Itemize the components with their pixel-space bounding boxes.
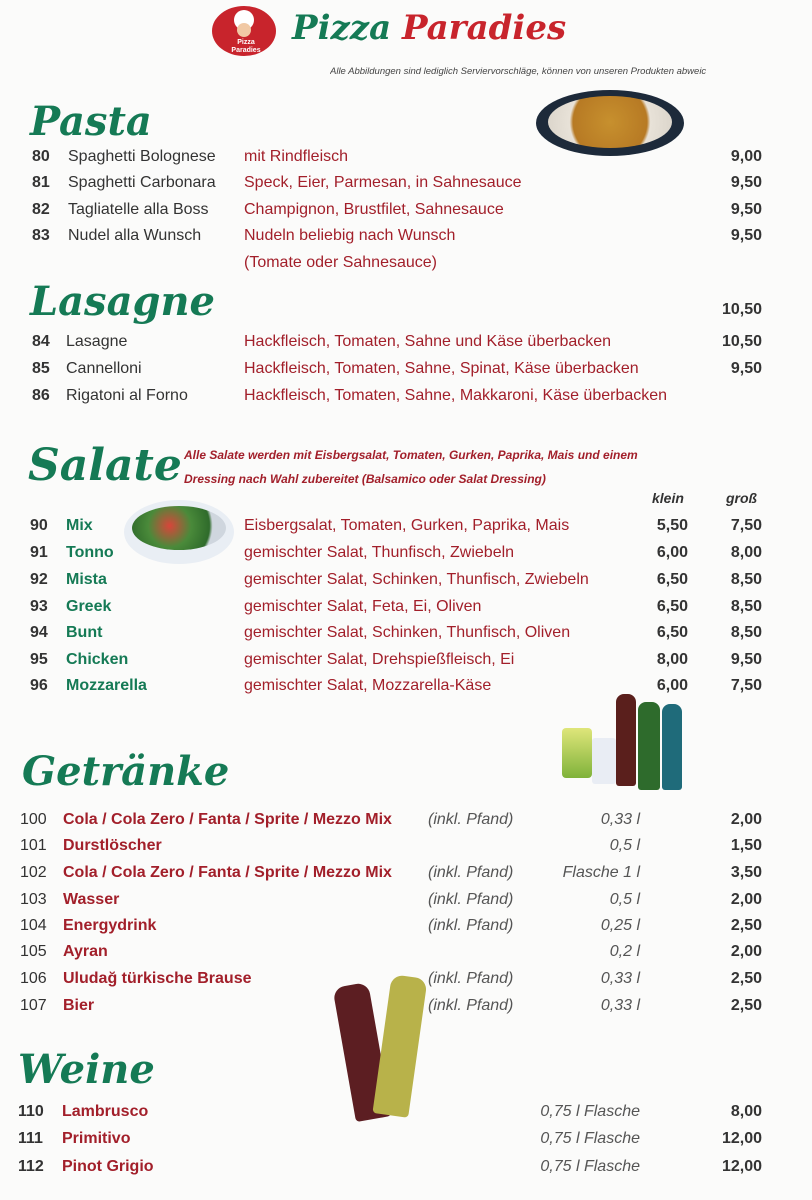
brand-title-part2: Paradies bbox=[402, 8, 567, 48]
can-icon bbox=[562, 728, 592, 778]
item-description: Hackfleisch, Tomaten, Sahne und Käse überbacken bbox=[244, 333, 612, 350]
item-name: Cannelloni bbox=[66, 360, 142, 377]
item-size: 0,33 l bbox=[600, 970, 640, 987]
logo-badge bbox=[212, 6, 276, 56]
item-name: Pinot Grigio bbox=[62, 1158, 154, 1175]
drinks-image bbox=[560, 690, 690, 796]
item-number: 107 bbox=[20, 997, 47, 1014]
item-number: 80 bbox=[32, 148, 50, 165]
item-description: Champignon, Brustfilet, Sahnesauce bbox=[244, 201, 504, 218]
item-size: 0,75 l Flasche bbox=[540, 1103, 640, 1120]
list-item bbox=[0, 621, 812, 645]
item-number: 86 bbox=[32, 387, 50, 404]
item-deposit-note: (inkl. Pfand) bbox=[428, 891, 514, 908]
item-deposit-note: (inkl. Pfand) bbox=[428, 811, 514, 828]
item-price-large: 8,50 bbox=[730, 598, 762, 615]
item-name: Tonno bbox=[66, 544, 114, 561]
item-name: Mozzarella bbox=[66, 677, 147, 694]
item-number: 95 bbox=[30, 651, 48, 668]
item-number: 112 bbox=[18, 1158, 44, 1175]
item-number: 103 bbox=[20, 891, 47, 908]
lasagne-title-price-row bbox=[0, 298, 812, 322]
list-item bbox=[0, 888, 812, 912]
item-name: Wasser bbox=[63, 891, 120, 908]
list-item bbox=[0, 1100, 812, 1124]
item-number: 84 bbox=[32, 333, 50, 350]
item-price: 2,00 bbox=[730, 891, 762, 908]
item-description: gemischter Salat, Feta, Ei, Oliven bbox=[244, 598, 482, 615]
item-name: Nudel alla Wunsch bbox=[68, 227, 202, 244]
item-description: gemischter Salat, Thunfisch, Zwiebeln bbox=[244, 544, 515, 561]
item-price-large: 8,50 bbox=[730, 624, 762, 641]
item-description: Hackfleisch, Tomaten, Sahne, Spinat, Käse überbacken bbox=[244, 360, 639, 377]
item-price-small: 6,50 bbox=[656, 624, 688, 641]
item-deposit-note: (inkl. Pfand) bbox=[428, 864, 514, 881]
item-description: Hackfleisch, Tomaten, Sahne, Makkaroni, Käse überbacken bbox=[244, 387, 668, 404]
item-number: 102 bbox=[20, 864, 47, 881]
salate-note-line1: Alle Salate werden mit Eisbergsalat, Tomaten, Gurken, Paprika, Mais und einem bbox=[184, 448, 638, 462]
item-number: 96 bbox=[30, 677, 48, 694]
item-description: gemischter Salat, Schinken, Thunfisch, Zwiebeln bbox=[244, 571, 589, 588]
item-deposit-note: (inkl. Pfand) bbox=[428, 917, 514, 934]
item-name: Spaghetti Bolognese bbox=[68, 148, 216, 165]
list-item bbox=[0, 1127, 812, 1151]
item-price-small: 8,00 bbox=[656, 651, 688, 668]
item-description: Eisbergsalat, Tomaten, Gurken, Paprika, Mais bbox=[244, 517, 570, 534]
list-item bbox=[0, 198, 812, 222]
item-number: 92 bbox=[30, 571, 48, 588]
item-price: 9,50 bbox=[730, 227, 762, 244]
item-price-small: 5,50 bbox=[656, 517, 688, 534]
item-price: 2,00 bbox=[730, 811, 762, 828]
list-item bbox=[0, 384, 812, 408]
item-price: 1,50 bbox=[730, 837, 762, 854]
list-item bbox=[0, 171, 812, 195]
bottle-icon bbox=[616, 694, 636, 786]
item-name: Primitivo bbox=[62, 1130, 131, 1147]
item-description: Nudeln beliebig nach Wunsch bbox=[244, 227, 456, 244]
item-number: 83 bbox=[32, 227, 50, 244]
item-description: gemischter Salat, Schinken, Thunfisch, Oliven bbox=[244, 624, 571, 641]
item-price-small: 6,50 bbox=[656, 571, 688, 588]
item-price: 2,00 bbox=[730, 943, 762, 960]
item-name: Mista bbox=[66, 571, 107, 588]
item-size: 0,75 l Flasche bbox=[540, 1158, 640, 1175]
item-size: 0,5 l bbox=[609, 837, 640, 854]
item-number: 93 bbox=[30, 598, 48, 615]
item-price-small: 6,00 bbox=[656, 544, 688, 561]
item-price: 3,50 bbox=[730, 864, 762, 881]
section-title-salate: Salate bbox=[28, 440, 182, 491]
white-wine-bottle-icon bbox=[372, 974, 427, 1118]
cup-icon bbox=[592, 738, 616, 784]
item-name: Bier bbox=[63, 997, 95, 1014]
item-size: 0,5 l bbox=[609, 891, 640, 908]
item-number: 104 bbox=[20, 917, 47, 934]
disclaimer: Alle Abbildungen sind lediglich Serviervorschläge, können von unseren Produkten abweic bbox=[330, 66, 707, 77]
item-price-large: 9,50 bbox=[730, 651, 762, 668]
item-name: Spaghetti Carbonara bbox=[68, 174, 216, 191]
item-deposit-note: (inkl. Pfand) bbox=[428, 970, 514, 987]
list-item bbox=[0, 357, 812, 381]
pasta-extra-text: (Tomate oder Sahnesauce) bbox=[244, 254, 437, 271]
item-number: 94 bbox=[30, 624, 48, 641]
item-number: 82 bbox=[32, 201, 50, 218]
list-item bbox=[0, 648, 812, 672]
item-price: 2,50 bbox=[730, 970, 762, 987]
item-price: 9,50 bbox=[730, 201, 762, 218]
item-description: Speck, Eier, Parmesan, in Sahnesauce bbox=[244, 174, 522, 191]
item-price: 10,50 bbox=[721, 333, 762, 350]
list-item bbox=[0, 808, 812, 832]
list-item bbox=[0, 224, 812, 248]
item-number: 105 bbox=[20, 943, 47, 960]
bottle-icon bbox=[662, 704, 682, 790]
item-price: 9,50 bbox=[730, 174, 762, 191]
spaghetti-plate-icon bbox=[548, 96, 672, 148]
item-number: 110 bbox=[18, 1103, 44, 1120]
item-description: gemischter Salat, Mozzarella-Käse bbox=[244, 677, 492, 694]
item-name: Greek bbox=[66, 598, 112, 615]
item-number: 91 bbox=[30, 544, 48, 561]
item-size: 0,25 l bbox=[600, 917, 640, 934]
brand-title-part1: Pizza bbox=[292, 8, 392, 48]
item-price: 2,50 bbox=[730, 917, 762, 934]
item-size: Flasche 1 l bbox=[562, 864, 640, 881]
item-number: 111 bbox=[18, 1130, 43, 1147]
item-name: Uludağ türkische Brause bbox=[63, 970, 252, 987]
list-item bbox=[0, 145, 812, 169]
item-price-small: 6,50 bbox=[656, 598, 688, 615]
item-description: mit Rindfleisch bbox=[244, 148, 349, 165]
item-number: 81 bbox=[32, 174, 50, 191]
item-name: Bunt bbox=[66, 624, 103, 641]
list-item bbox=[0, 940, 812, 964]
list-item bbox=[0, 914, 812, 938]
item-price-small: 6,00 bbox=[656, 677, 688, 694]
item-name: Tagliatelle alla Boss bbox=[68, 201, 209, 218]
item-price: 9,50 bbox=[730, 360, 762, 377]
item-price: 12,00 bbox=[721, 1130, 762, 1147]
salate-note-line2: Dressing nach Wahl zubereitet (Balsamico oder Salat Dressing) bbox=[184, 472, 546, 486]
list-item bbox=[0, 861, 812, 885]
item-number: 101 bbox=[20, 837, 47, 854]
item-price: 8,00 bbox=[730, 1103, 762, 1120]
item-description: gemischter Salat, Drehspießfleisch, Ei bbox=[244, 651, 515, 668]
item-name: Rigatoni al Forno bbox=[66, 387, 188, 404]
item-size: 0,33 l bbox=[600, 997, 640, 1014]
bottle-icon bbox=[638, 702, 660, 790]
item-size: 0,33 l bbox=[600, 811, 640, 828]
list-item bbox=[0, 568, 812, 592]
item-price-large: 8,00 bbox=[730, 544, 762, 561]
item-name: Energydrink bbox=[63, 917, 157, 934]
lasagne-title-price: 10,50 bbox=[721, 301, 762, 318]
section-title-lasagne: Lasagne bbox=[30, 278, 215, 325]
item-name: Lambrusco bbox=[62, 1103, 149, 1120]
item-name: Mix bbox=[66, 517, 93, 534]
list-item bbox=[0, 514, 812, 538]
section-title-weine: Weine bbox=[18, 1046, 155, 1093]
item-price: 12,00 bbox=[721, 1158, 762, 1175]
list-item bbox=[0, 1155, 812, 1179]
item-name: Cola / Cola Zero / Fanta / Sprite / Mezzo Mix bbox=[63, 864, 392, 881]
logo-text: Pizza Paradies bbox=[231, 39, 261, 54]
section-title-getraenke: Getränke bbox=[22, 748, 230, 795]
item-deposit-note: (inkl. Pfand) bbox=[428, 997, 514, 1014]
list-item bbox=[0, 595, 812, 619]
list-item bbox=[0, 330, 812, 354]
item-name: Chicken bbox=[66, 651, 129, 668]
item-number: 90 bbox=[30, 517, 48, 534]
item-number: 85 bbox=[32, 360, 50, 377]
section-title-pasta: Pasta bbox=[30, 98, 152, 145]
column-header-large: groß bbox=[726, 490, 758, 506]
item-price: 9,00 bbox=[730, 148, 762, 165]
item-price: 2,50 bbox=[730, 997, 762, 1014]
item-size: 0,2 l bbox=[609, 943, 640, 960]
item-name: Durstlöscher bbox=[63, 837, 162, 854]
list-item bbox=[0, 674, 812, 698]
item-price-large: 7,50 bbox=[730, 677, 762, 694]
item-number: 106 bbox=[20, 970, 47, 987]
list-item bbox=[0, 541, 812, 565]
list-item bbox=[0, 834, 812, 858]
item-name: Cola / Cola Zero / Fanta / Sprite / Mezzo Mix bbox=[63, 811, 392, 828]
item-number: 100 bbox=[20, 811, 47, 828]
item-name: Ayran bbox=[63, 943, 108, 960]
item-name: Lasagne bbox=[66, 333, 128, 350]
column-header-small: klein bbox=[652, 490, 684, 506]
item-price-large: 8,50 bbox=[730, 571, 762, 588]
item-size: 0,75 l Flasche bbox=[540, 1130, 640, 1147]
item-price-large: 7,50 bbox=[730, 517, 762, 534]
